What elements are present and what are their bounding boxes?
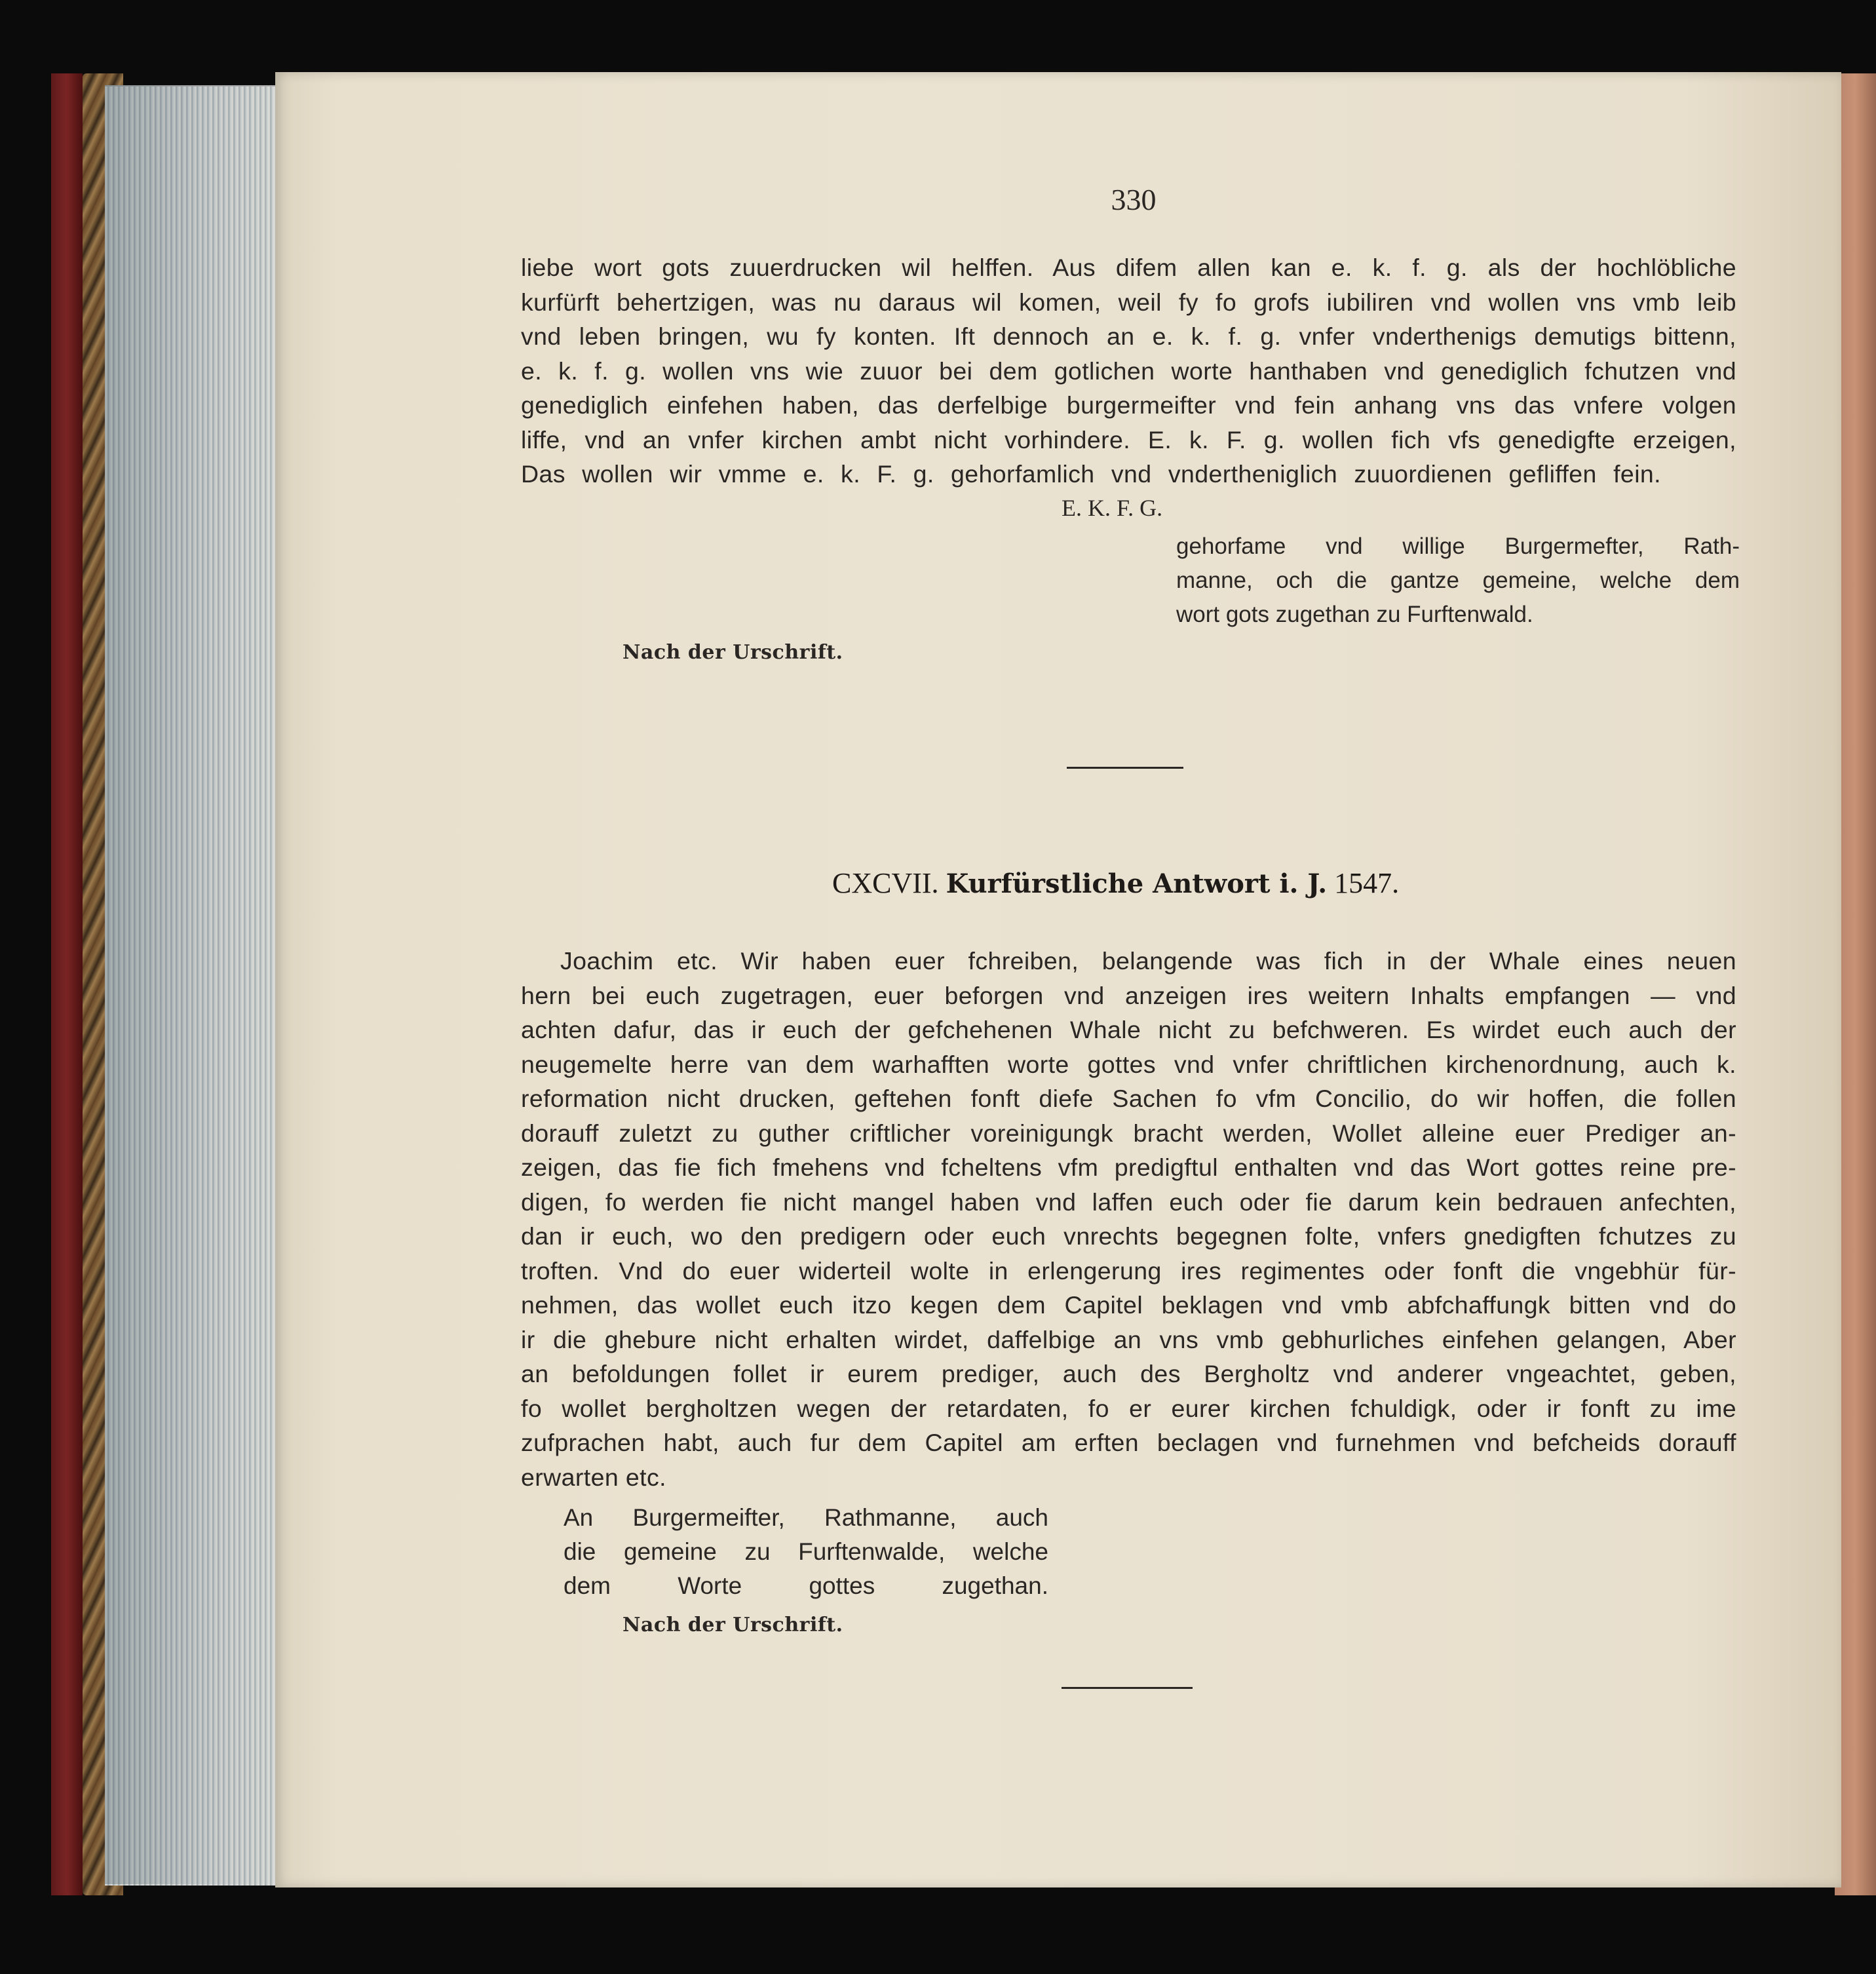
addressee-block (564, 1501, 1048, 1603)
text-line: dorauff zuletzt zu guther criftlicher voreinigungk bracht werden, Wollet alleine euer Prediger an- (521, 1119, 1736, 1147)
addressee-line: An Burgermeifter, Rathmanne, auch (564, 1504, 1048, 1531)
book-cover-spine (51, 73, 83, 1895)
text-line: vnd leben bringen, wu fy konten. Ift dennoch an e. k. f. g. vnfer vnderthenigs demutigs bittenn, (521, 322, 1736, 350)
text-line: Joachim etc. Wir haben euer fchreiben, belangende was fich in der Whale eines neuen (560, 947, 1736, 975)
text-line: an befoldungen follet ir eurem prediger, auch des Bergholtz vnd anderer vngeachtet, geben, (521, 1360, 1736, 1387)
letter-body (521, 250, 1736, 492)
closing-initials: E. K. F. G. (1062, 495, 1163, 521)
text-line: hern bei euch zugetragen, euer beforgen vnd anzeigen ires weitern Inhalts empfangen — vnd (521, 981, 1736, 1009)
text-line: genediglich einfehen haben, das derfelbige burgermeifter vnd fein anhang vns das vnfere volgen (521, 391, 1736, 419)
text-line: reformation nicht drucken, geftehen fonft diefe Sachen fo vfm Concilio, do wir hoffen, die follen (521, 1085, 1736, 1112)
section-divider (1067, 767, 1183, 769)
signature-block (1176, 530, 1740, 632)
section-number: CXCVII. (832, 867, 939, 899)
text-line: troften. Vnd do euer widerteil wolte in erlengerung ires regimentes oder fonft die vngebhür für- (521, 1256, 1736, 1285)
section-title: Kurfürstliche Antwort i. J. (946, 868, 1328, 899)
addressee-line: dem Worte gottes zugethan. (564, 1572, 1048, 1599)
section-year: 1547. (1334, 867, 1400, 899)
signature-line: wort gots zugethan zu Furftenwald. (1176, 602, 1533, 627)
addressee-line: die gemeine zu Furftenwalde, welche (564, 1538, 1048, 1565)
text-line: nehmen, das wollet euch itzo kegen dem Capitel beklagen vnd vmb abfchaffungk bitten vnd do (521, 1291, 1736, 1319)
text-line: achten dafur, das ir euch der gefchehenen Whale nicht zu befchweren. Es wirdet euch auch der (521, 1016, 1736, 1043)
text-line: zufprachen habt, auch fur dem Capitel am erften beclagen vnd furnehmen vnd befcheids dorauff (521, 1429, 1736, 1456)
text-line: liebe wort gots zuuerdrucken wil helffen. Aus difem allen kan e. k. f. g. als der hochlöbliche (521, 254, 1736, 281)
text-line: ir die ghebure nicht erhalten wirdet, daffelbige an vns vmb gebhurliches einfehen gelangen, Aber (521, 1325, 1736, 1353)
text-line: kurfürft behertzigen, was nu daraus wil komen, weil fy fo grofs iubiliren vnd wollen vns vmb leib (521, 288, 1736, 316)
source-note: Nach der Urschrift. (622, 1614, 843, 1636)
text-line: fo wollet bergholtzen wegen der retardaten, fo er eurer kirchen fchuldigk, oder ir fonft zu ime (521, 1394, 1736, 1422)
page-stack-shade (105, 85, 282, 1884)
page-number: 330 (1111, 183, 1157, 216)
signature-line: gehorfame vnd willige Burgermefter, Rath- (1176, 533, 1740, 559)
source-note: Nach der Urschrift. (622, 641, 843, 664)
text-line: digen, fo werden fie nicht mangel haben vnd laffen euch oder fie darum kein bedrauen anfechten, (521, 1188, 1736, 1216)
text-line: neugemelte herre van dem warhafften worte gottes vnd vnfer chriftlichen kirchenordnung, auch k. (521, 1050, 1736, 1078)
section-heading (832, 866, 1399, 900)
text-line: erwarten etc. (521, 1463, 666, 1491)
text-line: zeigen, das fie fich fmehens vnd fcheltens vfm predigftul enthalten vnd das Wort gottes reine pre- (521, 1153, 1736, 1181)
text-line: Das wollen wir vmme e. k. F. g. gehorfamlich vnd vndertheniglich zuuordienen gefliffen fein. (521, 460, 1661, 488)
section-divider (1062, 1687, 1193, 1689)
text-line: e. k. f. g. wollen vns wie zuuor bei dem gotlichen worte hanthaben vnd genediglich fchutzen vnd (521, 357, 1736, 385)
reply-body (521, 944, 1736, 1494)
text-line: dan ir euch, wo den predigern oder euch vnrechts begegnen folte, vnfers gnedigften fchutzes zu (521, 1222, 1736, 1250)
text-line: liffe, vnd an vnfer kirchen ambt nicht vorhindere. E. k. F. g. wollen fich vfs genedigfte erzeigen, (521, 425, 1736, 454)
signature-line: manne, och die gantze gemeine, welche dem (1176, 568, 1740, 593)
